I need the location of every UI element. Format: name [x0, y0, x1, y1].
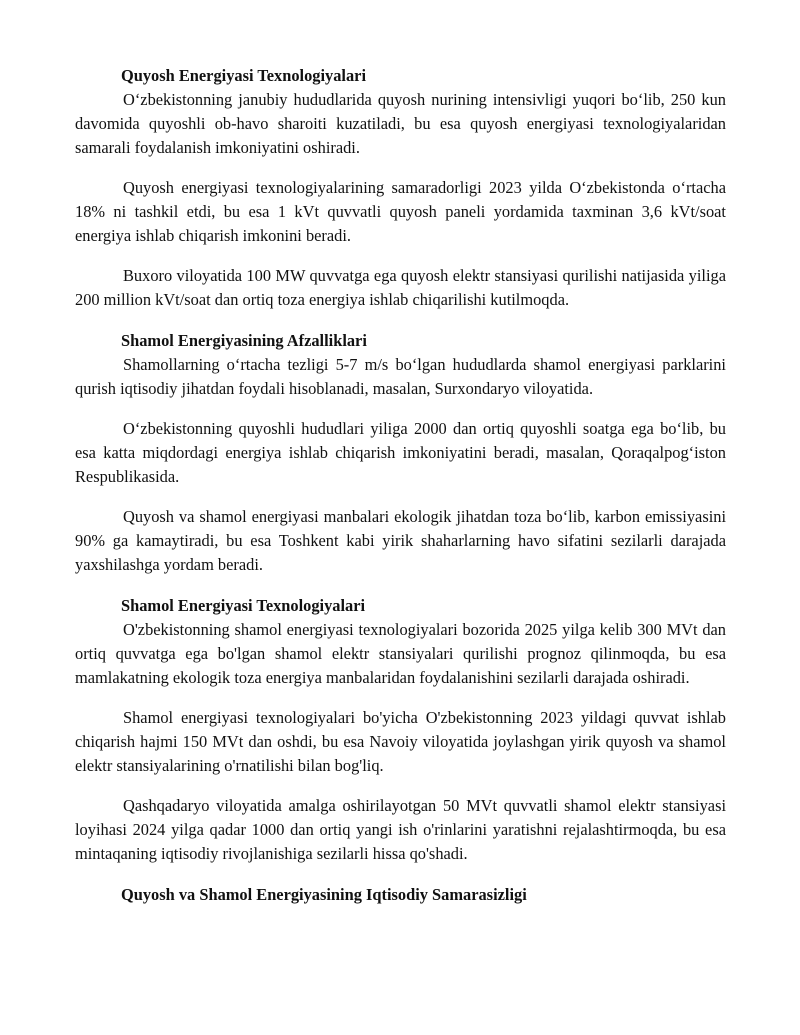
paragraph: Buxoro viloyatida 100 MW quvvatga ega quyosh elektr stansiyasi qurilishi natijasida yiliga 200 million kVt/soat dan ortiq toza energiya ishlab chiqarilishi kutilmoqda. [75, 266, 726, 309]
paragraph: O‘zbekistonning quyoshli hududlari yiliga 2000 dan ortiq quyoshli soatga ega bo‘lib, bu esa katta miqdordagi energiya ishlab chiqarish imkoniyatini beradi, masalan, Qoraqalpog‘iston Respublikasida. [75, 419, 726, 486]
paragraph: O'zbekistonning shamol energiyasi texnologiyalari bozorida 2025 yilga kelib 300 MVt dan ortiq quvvatga ega bo'lgan shamol elektr stansiyalari qurilishi prognoz qilinmoqda, bu esa mamlakatning ekologik toza energiya manbalaridan foydalanishini sezilarli darajada oshiradi. [75, 620, 726, 687]
section-heading: Quyosh va Shamol Energiyasining Iqtisodiy Samarasizligi [121, 885, 527, 904]
section-wind-technologies [75, 594, 726, 866]
section-solar-technologies [75, 64, 726, 312]
section-wind-advantages [75, 329, 726, 577]
section-heading: Shamol Energiyasi Texnologiyalari [121, 596, 366, 615]
paragraph: Shamol energiyasi texnologiyalari bo'yicha O'zbekistonning 2023 yildagi quvvat ishlab chiqarish hajmi 150 MVt dan oshdi, bu esa Navoiy viloyatida joylashgan yirik quyosh va shamol elektr stansiyalarining o'rnatilishi bilan bog'liq. [75, 708, 726, 775]
paragraph: Shamollarning o‘rtacha tezligi 5-7 m/s bo‘lgan hududlarda shamol energiyasi parklarini qurish iqtisodiy jihatdan foydali hisoblanadi, masalan, Surxondaryo viloyatida. [75, 355, 726, 398]
paragraph: O‘zbekistonning janubiy hududlarida quyosh nurining intensivligi yuqori bo‘lib, 250 kun davomida quyoshli ob-havo sharoiti kuzatiladi, bu esa quyosh energiyasi texnologiyalaridan samarali foydalanish imkoniyatini oshiradi. [75, 90, 726, 157]
section-economic-inefficiency [75, 883, 726, 907]
section-heading: Quyosh Energiyasi Texnologiyalari [121, 66, 366, 85]
paragraph: Quyosh va shamol energiyasi manbalari ekologik jihatdan toza bo‘lib, karbon emissiyasini 90% ga kamaytiradi, bu esa Toshkent kabi yirik shaharlarning havo sifatini sezilarli darajada yaxshilashga yordam beradi. [75, 507, 726, 574]
paragraph: Quyosh energiyasi texnologiyalarining samaradorligi 2023 yilda O‘zbekistonda o‘rtacha 18% ni tashkil etdi, bu esa 1 kVt quvvatli quyosh paneli yordamida taxminan 3,6 kVt/soat energiya ishlab chiqarish imkonini beradi. [75, 178, 726, 245]
section-heading: Shamol Energiyasining Afzalliklari [121, 331, 367, 350]
paragraph: Qashqadaryo viloyatida amalga oshirilayotgan 50 MVt quvvatli shamol elektr stansiyasi loyihasi 2024 yilga qadar 1000 dan ortiq yangi ish o'rinlarini yaratishni rejalashtirmoqda, bu esa mintaqaning iqtisodiy rivojlanishiga sezilarli hissa qo'shadi. [75, 796, 726, 863]
document-body [75, 64, 726, 907]
